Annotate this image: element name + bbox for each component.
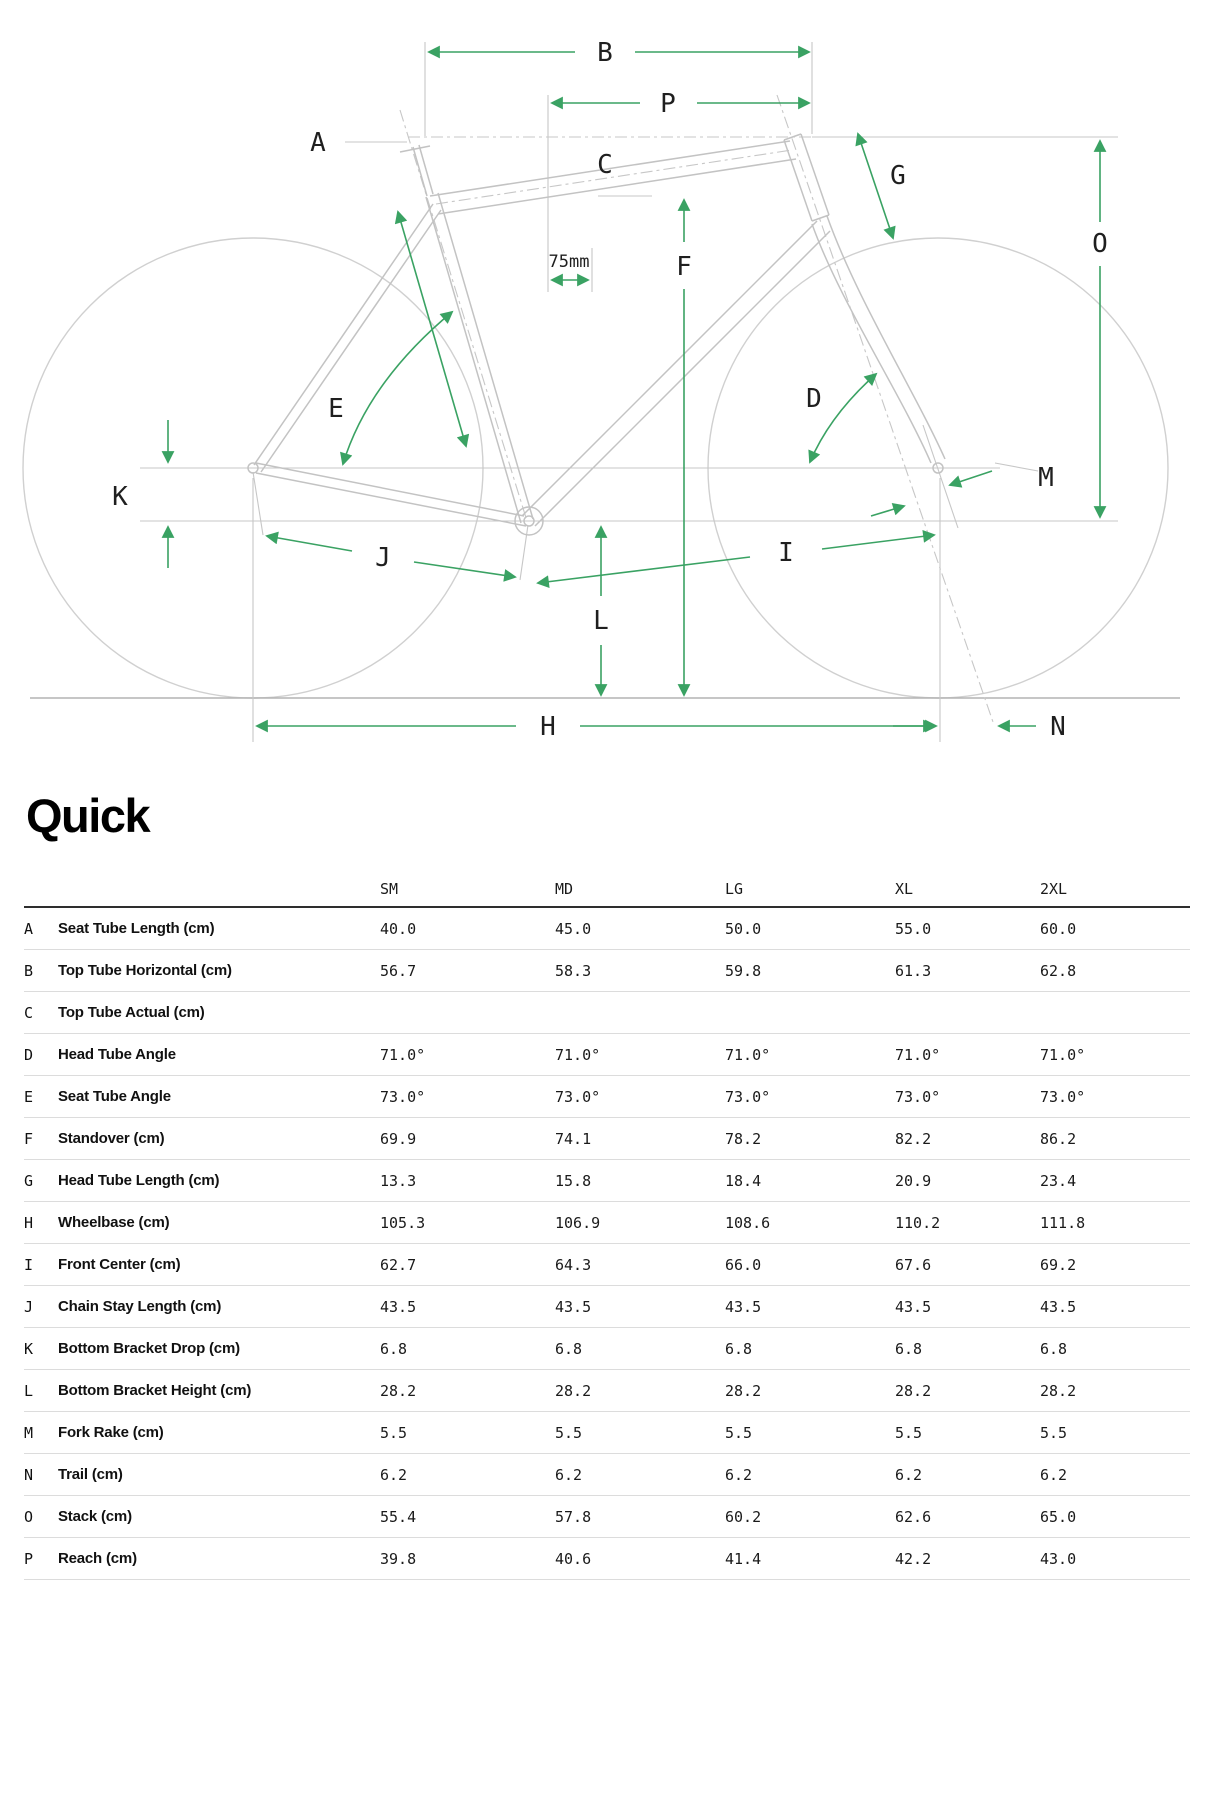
dimension-label-K: K <box>112 482 128 512</box>
table-row <box>24 1244 1190 1286</box>
cell-value: 41.4 <box>725 1549 762 1568</box>
row-label: Wheelbase (cm) <box>58 1214 170 1231</box>
geometry-table-header <box>24 856 1190 907</box>
cell-value <box>380 992 555 1034</box>
cell-value: 18.4 <box>725 1171 762 1190</box>
row-letter: C <box>24 1003 34 1022</box>
row-letter: L <box>24 1381 34 1400</box>
cell-value: 6.2 <box>725 1465 753 1484</box>
dimension-label-G: G <box>890 161 906 191</box>
cell-value: 71.0° <box>1040 1045 1086 1064</box>
cell-value: 43.5 <box>725 1297 762 1316</box>
row-letter: A <box>24 919 34 938</box>
cell-value: 73.0° <box>1040 1087 1086 1106</box>
cell-value: 6.2 <box>555 1465 583 1484</box>
dimension-label-O: O <box>1092 229 1108 259</box>
cell-value: 28.2 <box>725 1381 762 1400</box>
cell-value: 5.5 <box>1040 1423 1068 1442</box>
dimension-label-A: A <box>310 128 326 158</box>
cell-value: 78.2 <box>725 1129 762 1148</box>
table-row <box>24 907 1190 950</box>
row-letter: K <box>24 1339 34 1358</box>
size-column-header: LG <box>725 880 744 898</box>
cell-value: 40.6 <box>555 1549 592 1568</box>
cell-value: 71.0° <box>895 1045 941 1064</box>
row-label: Front Center (cm) <box>58 1256 181 1273</box>
table-row <box>24 1202 1190 1244</box>
cell-value: 106.9 <box>555 1213 601 1232</box>
cell-value: 6.8 <box>1040 1339 1068 1358</box>
cell-value: 43.5 <box>1040 1297 1077 1316</box>
cell-value: 43.0 <box>1040 1549 1077 1568</box>
cell-value: 43.5 <box>380 1297 417 1316</box>
row-label: Seat Tube Angle <box>58 1088 171 1105</box>
dimension-label-D: D <box>806 384 822 414</box>
cell-value: 60.0 <box>1040 919 1077 938</box>
cell-value: 45.0 <box>555 919 592 938</box>
cell-value: 6.2 <box>380 1465 408 1484</box>
cell-value <box>1040 992 1190 1034</box>
cell-value: 6.8 <box>895 1339 923 1358</box>
dimension-label-B: B <box>597 38 613 68</box>
geometry-table <box>24 856 1190 1580</box>
cell-value: 59.8 <box>725 961 762 980</box>
cell-value: 62.6 <box>895 1507 932 1526</box>
cell-value: 58.3 <box>555 961 592 980</box>
dimension-label-H: H <box>540 712 556 742</box>
cell-value: 71.0° <box>555 1045 601 1064</box>
row-label: Top Tube Actual (cm) <box>58 1004 205 1021</box>
row-label: Head Tube Angle <box>58 1046 176 1063</box>
row-letter: H <box>24 1213 34 1232</box>
size-column-header: XL <box>895 880 914 898</box>
cell-value: 28.2 <box>555 1381 592 1400</box>
cell-value: 73.0° <box>725 1087 771 1106</box>
cell-value <box>895 992 1040 1034</box>
row-letter: D <box>24 1045 34 1064</box>
cell-value: 111.8 <box>1040 1213 1086 1232</box>
bike-geometry-diagram <box>0 0 1214 772</box>
row-letter: P <box>24 1549 34 1568</box>
cell-value: 69.9 <box>380 1129 417 1148</box>
cell-value: 108.6 <box>725 1213 771 1232</box>
cell-value: 40.0 <box>380 919 417 938</box>
row-letter: J <box>24 1297 34 1316</box>
cell-value: 55.4 <box>380 1507 417 1526</box>
row-label: Stack (cm) <box>58 1508 132 1525</box>
table-row <box>24 1160 1190 1202</box>
cell-value: 62.7 <box>380 1255 417 1274</box>
cell-value: 6.8 <box>380 1339 408 1358</box>
cell-value: 71.0° <box>380 1045 426 1064</box>
cell-value: 28.2 <box>895 1381 932 1400</box>
table-row <box>24 1034 1190 1076</box>
table-row <box>24 950 1190 992</box>
cell-value: 105.3 <box>380 1213 426 1232</box>
row-label: Fork Rake (cm) <box>58 1424 164 1441</box>
dimension-label-M: M <box>1038 463 1054 493</box>
cell-value: 56.7 <box>380 961 417 980</box>
table-row <box>24 1286 1190 1328</box>
cell-value: 6.8 <box>555 1339 583 1358</box>
page-title: Quick <box>26 789 150 842</box>
cell-value: 66.0 <box>725 1255 762 1274</box>
table-row <box>24 992 1190 1034</box>
dimension-label-J: J <box>375 543 391 573</box>
dimension-label-I: I <box>778 538 794 568</box>
cell-value: 86.2 <box>1040 1129 1077 1148</box>
row-label: Top Tube Horizontal (cm) <box>58 962 232 979</box>
row-label: Seat Tube Length (cm) <box>58 920 215 937</box>
dimension-label-L: L <box>593 606 609 636</box>
cell-value: 5.5 <box>725 1423 753 1442</box>
header-spacer <box>24 856 58 907</box>
cell-value <box>555 992 725 1034</box>
cell-value: 20.9 <box>895 1171 932 1190</box>
cell-value: 73.0° <box>555 1087 601 1106</box>
cell-value: 62.8 <box>1040 961 1077 980</box>
cell-value: 67.6 <box>895 1255 932 1274</box>
cell-value: 69.2 <box>1040 1255 1077 1274</box>
row-letter: G <box>24 1171 34 1190</box>
cell-value: 28.2 <box>1040 1381 1077 1400</box>
cell-value: 6.8 <box>725 1339 753 1358</box>
dimension-label-F: F <box>676 252 692 282</box>
cell-value: 61.3 <box>895 961 932 980</box>
row-letter: N <box>24 1465 34 1484</box>
cell-value: 43.5 <box>895 1297 932 1316</box>
row-label: Bottom Bracket Drop (cm) <box>58 1340 240 1357</box>
cell-value: 43.5 <box>555 1297 592 1316</box>
row-label: Trail (cm) <box>58 1466 123 1483</box>
cell-value: 65.0 <box>1040 1507 1077 1526</box>
dimension-label-N: N <box>1050 712 1066 742</box>
cell-value: 55.0 <box>895 919 932 938</box>
cell-value: 82.2 <box>895 1129 932 1148</box>
cell-value: 42.2 <box>895 1549 932 1568</box>
dimension-arrows <box>168 52 1100 726</box>
cell-value: 23.4 <box>1040 1171 1077 1190</box>
cell-value: 5.5 <box>380 1423 408 1442</box>
cell-value: 110.2 <box>895 1213 941 1232</box>
size-column-header: SM <box>380 880 399 898</box>
size-column-header: 2XL <box>1040 880 1068 898</box>
cell-value <box>725 992 895 1034</box>
row-letter: F <box>24 1129 34 1148</box>
bike-frame <box>248 134 945 535</box>
row-letter: E <box>24 1087 34 1106</box>
cell-value: 73.0° <box>380 1087 426 1106</box>
cell-value: 73.0° <box>895 1087 941 1106</box>
table-row <box>24 1328 1190 1370</box>
row-label: Reach (cm) <box>58 1550 137 1567</box>
row-label: Standover (cm) <box>58 1130 165 1147</box>
cell-value: 13.3 <box>380 1171 417 1190</box>
cell-value: 28.2 <box>380 1381 417 1400</box>
row-label: Bottom Bracket Height (cm) <box>58 1382 252 1399</box>
size-column-header: MD <box>555 880 574 898</box>
table-row <box>24 1118 1190 1160</box>
table-row <box>24 1370 1190 1412</box>
reference-lines <box>30 42 1180 742</box>
table-row <box>24 1538 1190 1580</box>
table-row <box>24 1412 1190 1454</box>
row-label: Head Tube Length (cm) <box>58 1172 220 1189</box>
cell-value: 6.2 <box>1040 1465 1068 1484</box>
cell-value: 15.8 <box>555 1171 592 1190</box>
dimension-label-P: P <box>660 89 676 119</box>
row-letter: O <box>24 1507 34 1526</box>
cell-value: 71.0° <box>725 1045 771 1064</box>
cell-value: 6.2 <box>895 1465 923 1484</box>
dimension-letter-labels <box>112 38 1108 742</box>
table-row <box>24 1076 1190 1118</box>
cell-value: 74.1 <box>555 1129 592 1148</box>
cell-value: 60.2 <box>725 1507 762 1526</box>
cell-value: 64.3 <box>555 1255 592 1274</box>
table-row <box>24 1454 1190 1496</box>
offset-75mm-label: 75mm <box>548 252 590 272</box>
header-spacer <box>58 856 380 907</box>
cell-value: 39.8 <box>380 1549 417 1568</box>
dimension-label-C: C <box>597 150 613 180</box>
cell-value: 50.0 <box>725 919 762 938</box>
row-letter: M <box>24 1423 34 1442</box>
table-row <box>24 1496 1190 1538</box>
row-letter: B <box>24 961 34 980</box>
cell-value: 5.5 <box>555 1423 583 1442</box>
row-label: Chain Stay Length (cm) <box>58 1298 222 1315</box>
row-letter: I <box>24 1255 34 1274</box>
dimension-label-E: E <box>328 394 344 424</box>
cell-value: 57.8 <box>555 1507 592 1526</box>
cell-value: 5.5 <box>895 1423 923 1442</box>
